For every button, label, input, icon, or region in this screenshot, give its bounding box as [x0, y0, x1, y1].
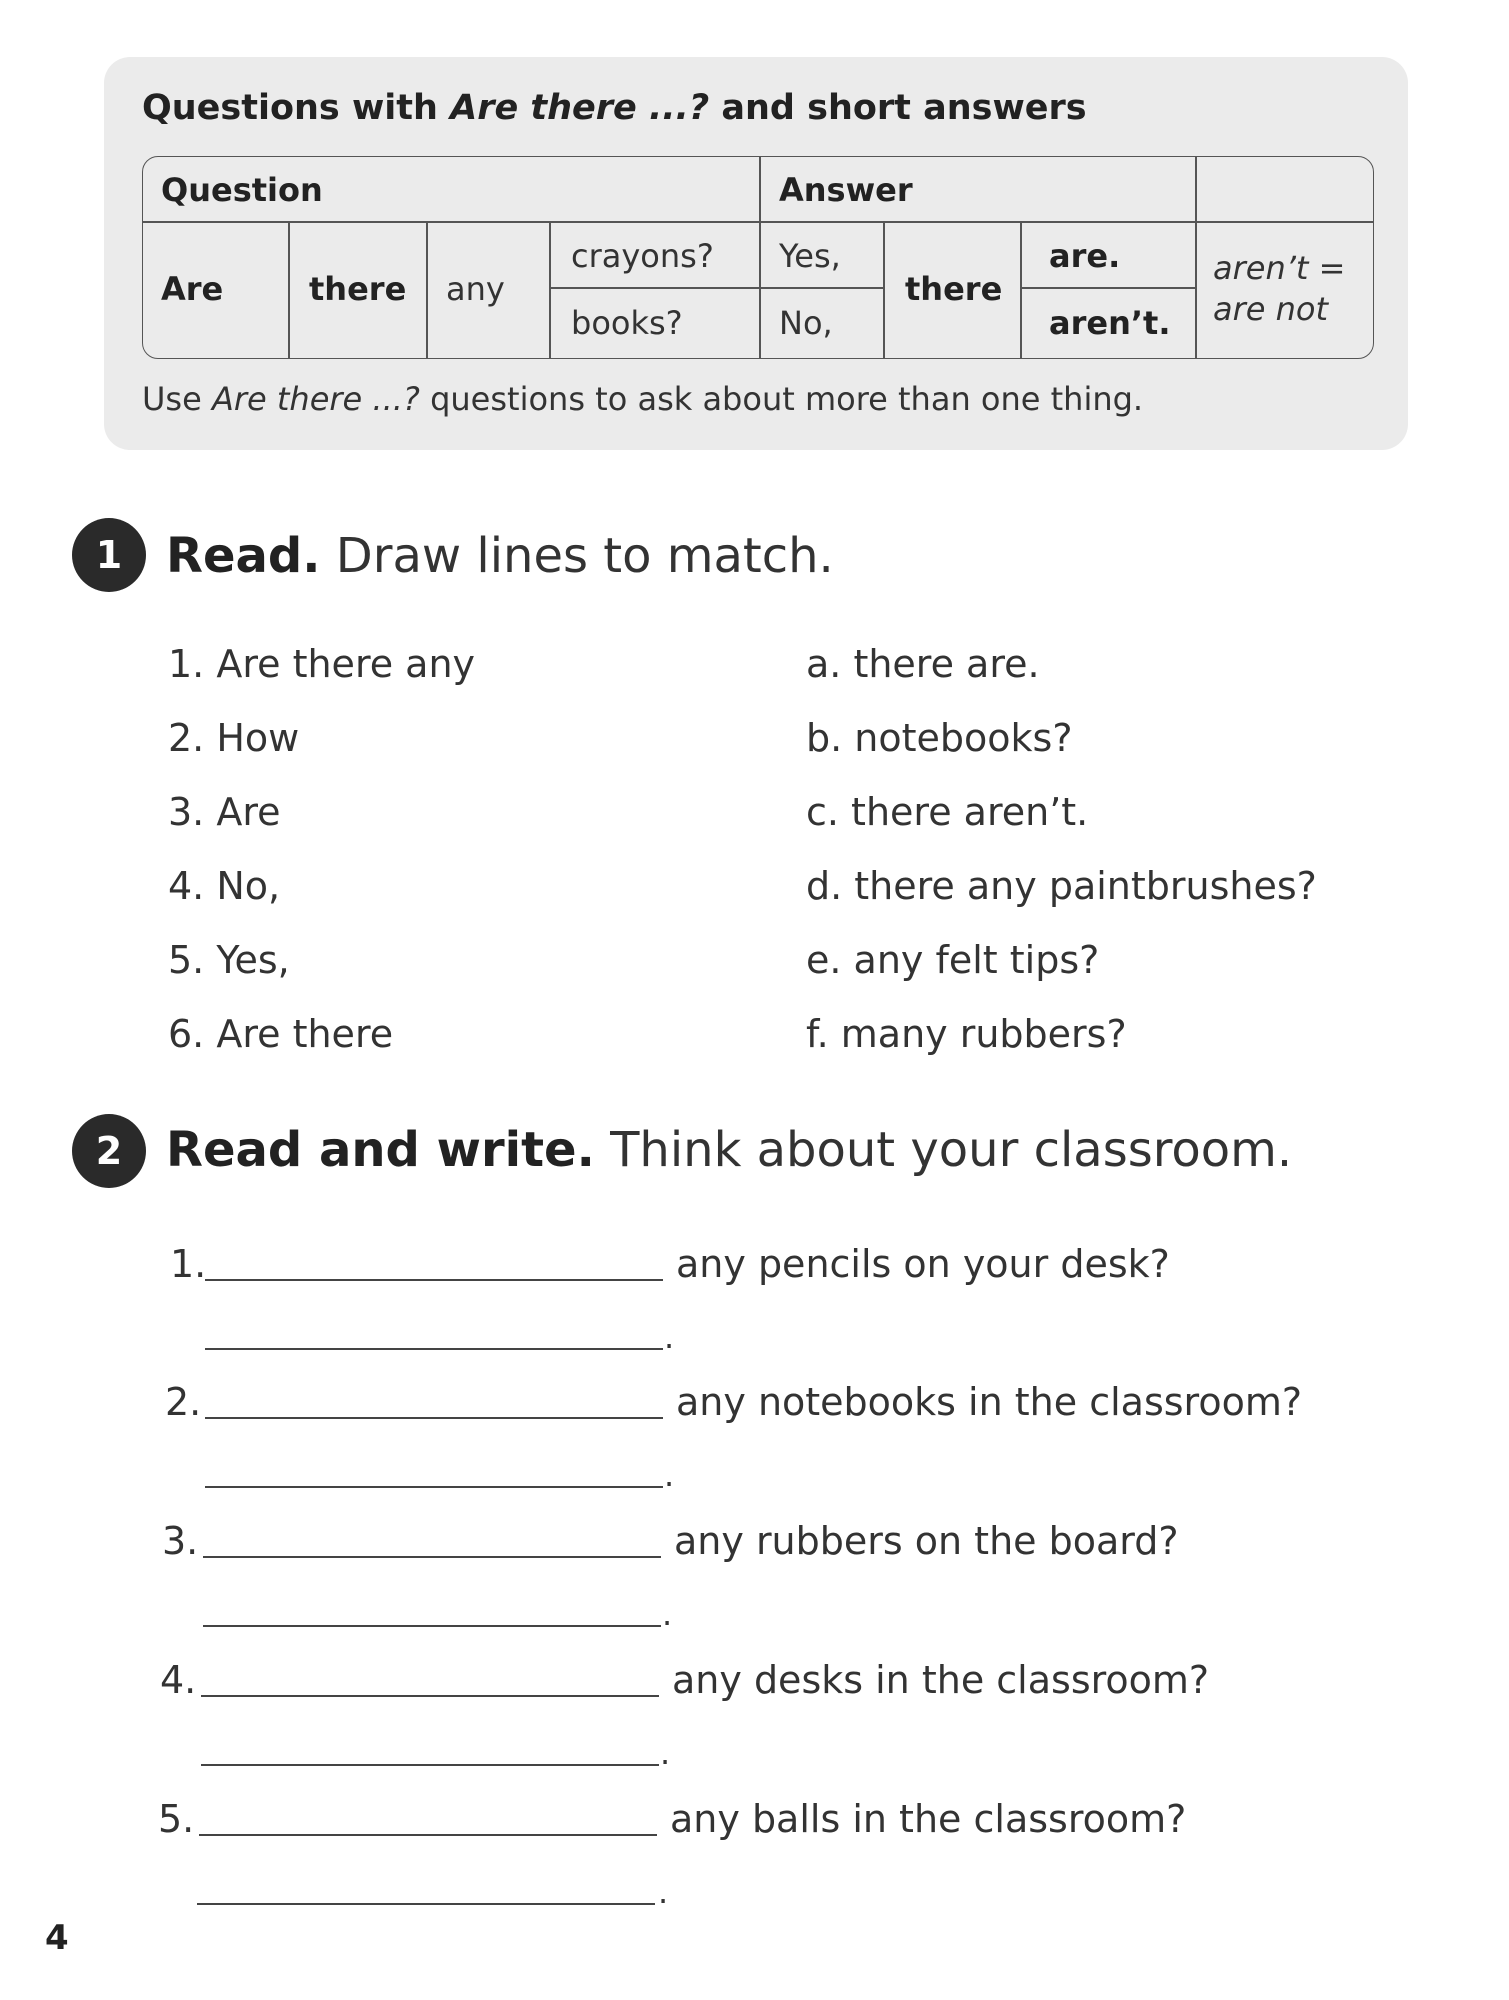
match-right-item[interactable]: f. many rubbers? — [806, 1012, 1127, 1056]
question-text: any desks in the classroom? — [672, 1658, 1210, 1702]
question-blank[interactable] — [201, 1695, 659, 1697]
question-blank[interactable] — [203, 1556, 661, 1558]
table-rule — [143, 221, 1373, 223]
question-number: 5. — [158, 1797, 195, 1841]
table-rule — [759, 157, 761, 358]
table-rule — [288, 221, 290, 358]
answer-blank[interactable] — [205, 1486, 663, 1488]
page-number: 4 — [45, 1918, 69, 1958]
cell-there: there — [309, 270, 407, 308]
grammar-title: Questions with Are there ...? and short answers — [142, 88, 1087, 128]
answer-period: . — [664, 1318, 675, 1356]
answer-blank[interactable] — [201, 1764, 659, 1766]
contraction-note-1: aren’t = — [1213, 249, 1346, 287]
cell-there-answer: there — [905, 270, 1003, 308]
match-left-item[interactable]: 6. Are there — [168, 1012, 394, 1056]
exercise-1-instruction: Read. Draw lines to match. — [166, 528, 834, 584]
cell-books: books? — [571, 304, 683, 342]
match-right-item[interactable]: a. there are. — [806, 642, 1040, 686]
question-number: 1. — [170, 1242, 207, 1286]
cell-yes: Yes, — [779, 237, 841, 275]
match-right-item[interactable]: c. there aren’t. — [806, 790, 1089, 834]
cell-are: Are — [161, 270, 224, 308]
table-rule — [883, 221, 885, 358]
question-blank[interactable] — [199, 1834, 657, 1836]
question-text: any rubbers on the board? — [674, 1519, 1179, 1563]
table-rule — [426, 221, 428, 358]
question-blank[interactable] — [205, 1279, 663, 1281]
match-left-item[interactable]: 5. Yes, — [168, 938, 290, 982]
cell-crayons: crayons? — [571, 237, 714, 275]
table-rule — [549, 221, 551, 358]
exercise-2-badge: 2 — [72, 1114, 146, 1188]
match-left-item[interactable]: 4. No, — [168, 864, 281, 908]
match-right-item[interactable]: d. there any paintbrushes? — [806, 864, 1317, 908]
match-right-item[interactable]: b. notebooks? — [806, 716, 1073, 760]
question-text: any balls in the classroom? — [670, 1797, 1187, 1841]
match-right-item[interactable]: e. any felt tips? — [806, 938, 1100, 982]
answer-period: . — [662, 1595, 673, 1633]
match-left-item[interactable]: 2. How — [168, 716, 300, 760]
table-rule — [759, 287, 883, 289]
match-left-item[interactable]: 1. Are there any — [168, 642, 476, 686]
header-answer: Answer — [779, 171, 913, 209]
question-number: 2. — [165, 1380, 202, 1424]
exercise-2-instruction: Read and write. Think about your classroom. — [166, 1122, 1293, 1178]
header-question: Question — [161, 171, 323, 209]
table-rule — [549, 287, 759, 289]
question-number: 4. — [160, 1658, 197, 1702]
answer-period: . — [664, 1456, 675, 1494]
table-rule — [1020, 221, 1022, 358]
answer-blank[interactable] — [197, 1903, 655, 1905]
cell-no: No, — [779, 304, 833, 342]
cell-any: any — [446, 270, 505, 308]
question-text: any pencils on your desk? — [676, 1242, 1170, 1286]
contraction-note-2: are not — [1213, 290, 1329, 328]
question-blank[interactable] — [205, 1417, 663, 1419]
table-rule — [1195, 157, 1197, 358]
cell-are-dot: are. — [1049, 237, 1121, 275]
answer-period: . — [658, 1873, 669, 1911]
answer-blank[interactable] — [205, 1348, 663, 1350]
grammar-table — [142, 156, 1374, 359]
answer-period: . — [660, 1734, 671, 1772]
usage-note: Use Are there ...? questions to ask about more than one thing. — [142, 380, 1144, 418]
question-number: 3. — [162, 1519, 199, 1563]
exercise-1-badge: 1 — [72, 518, 146, 592]
match-left-item[interactable]: 3. Are — [168, 790, 281, 834]
answer-blank[interactable] — [203, 1625, 661, 1627]
cell-arent-dot: aren’t. — [1049, 304, 1171, 342]
table-rule — [1020, 287, 1195, 289]
question-text: any notebooks in the classroom? — [676, 1380, 1303, 1424]
